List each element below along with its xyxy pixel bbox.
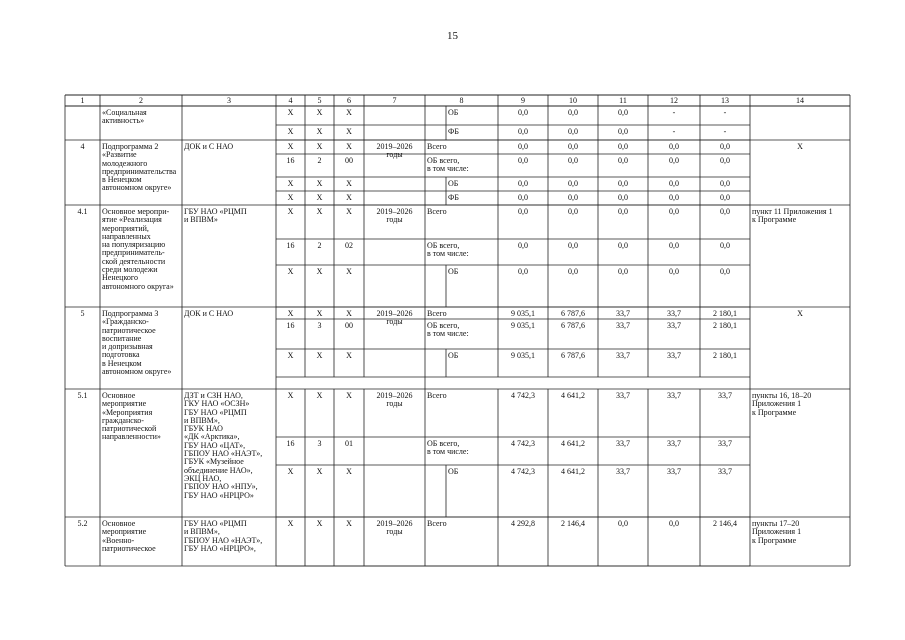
funding-source: Всего [427,309,447,318]
code-cell: X [316,108,323,117]
code-cell: X [287,267,294,276]
program-name: «Социальная активность» [102,108,147,126]
code-cell: X [287,351,294,360]
executor-name: ДЗТ и СЗН НАО, ГКУ НАО «ОСЗН» ГБУ НАО «РЦМП и ВПВМ», ГБУК НАО «ДК «Арктика», ГБУ НАО «ЦАТ», ГБПОУ НАО «НАЭТ», ГБУК «Музейное объединение НАО», ЭКЦ НАО, ГБПОУ НАО «НПУ», ГБУ НАО «НРЦРО» [184,391,263,500]
amount-cell: 0,0 [669,519,679,528]
code-cell: X [346,108,352,117]
funding-source: ФБ [448,127,459,136]
amount-cell: 0,0 [669,241,679,250]
funding-source: ОБ [448,179,459,188]
amount-cell: - [723,108,727,117]
note: пункты 17–20 Приложения 1 к Программе [752,519,802,545]
funding-source: ОБ [448,108,459,117]
code-cell: X [346,309,352,318]
code-cell: X [316,519,323,528]
column-header: 6 [347,96,351,105]
amount-cell: 0,0 [720,241,730,250]
amount-cell: 0,0 [518,207,528,216]
code-cell: X [287,467,294,476]
amount-cell: 0,0 [669,267,679,276]
column-header: 8 [459,96,464,105]
amount-cell: 0,0 [568,142,578,151]
funding-source: ОБ всего, в том числе: [427,321,469,339]
amount-cell: 33,7 [667,467,681,476]
amount-cell: - [672,127,676,136]
amount-cell: 0,0 [518,179,528,188]
code-cell: X [316,351,323,360]
code-cell: X [287,391,294,400]
amount-cell: 0,0 [568,156,578,165]
amount-cell: 6 787,6 [561,309,585,318]
amount-cell: 33,7 [616,351,630,360]
code-cell: X [287,309,294,318]
code-cell: X [287,108,294,117]
period: 2019–2026 годы [376,207,413,225]
amount-cell: 0,0 [720,267,730,276]
code-cell: X [316,467,323,476]
amount-cell: 33,7 [616,321,630,330]
amount-cell: 0,0 [669,156,679,165]
code-cell: X [346,467,352,476]
amount-cell: 2 180,1 [713,351,737,360]
note: пункт 11 Приложения 1 к Программе [752,207,833,225]
amount-cell: 9 035,1 [511,321,535,330]
code-cell: X [287,193,294,202]
funding-source: ОБ всего, в том числе: [427,241,469,259]
amount-cell: 0,0 [518,193,528,202]
period: 2019–2026 годы [376,391,413,409]
amount-cell: 0,0 [720,142,730,151]
amount-cell: 0,0 [720,179,730,188]
amount-cell: 33,7 [667,351,681,360]
amount-cell: 33,7 [667,309,681,318]
code-cell: X [316,267,323,276]
code-cell: 2 [317,156,322,165]
funding-source: Всего [427,142,447,151]
code-cell: X [346,519,352,528]
amount-cell: 6 787,6 [561,351,585,360]
amount-cell: 0,0 [568,193,578,202]
note: пункты 16, 18–20 Приложения 1 к Программе [752,391,812,417]
amount-cell: 0,0 [618,207,628,216]
amount-cell: 0,0 [518,241,528,250]
note: X [797,142,803,151]
program-name: Основное мероприятие «Мероприятия гражданско- патриотической направленности» [102,391,161,442]
funding-source: ОБ [448,267,459,276]
code-cell: 3 [317,439,322,448]
amount-cell: 33,7 [667,321,681,330]
funding-source: Всего [427,519,447,528]
amount-cell: 4 292,8 [511,519,535,528]
column-header: 12 [670,96,678,105]
code-cell: X [287,179,294,188]
amount-cell: 0,0 [618,108,628,117]
period: 2019–2026 годы [376,142,413,160]
code-cell: X [346,142,352,151]
column-header: 2 [139,96,143,105]
code-cell: 16 [286,439,295,448]
amount-cell: 0,0 [568,127,578,136]
code-cell: 01 [345,439,353,448]
amount-cell: 33,7 [718,467,732,476]
column-header: 13 [721,96,729,105]
column-header: 4 [288,96,293,105]
amount-cell: 2 180,1 [713,321,737,330]
code-cell: 2 [317,241,322,250]
executor-name: ДОК и С НАО [184,309,234,318]
amount-cell: 0,0 [669,193,679,202]
amount-cell: 9 035,1 [511,309,535,318]
amount-cell: 6 787,6 [561,321,585,330]
amount-cell: 0,0 [669,207,679,216]
code-cell: X [346,193,352,202]
amount-cell: 0,0 [618,156,628,165]
program-name: Подпрограмма 3 «Гражданско- патриотическое воспитание и допризывная подготовка в Ненецком автономном округе» [102,309,172,377]
amount-cell: 0,0 [618,127,628,136]
program-name: Основное мероприятие «Военно- патриотическое [102,519,156,553]
code-cell: X [287,519,294,528]
program-name: Подпрограмма 2 «Развитие молодежного предпринимательства в Ненецком автономном округе» [102,142,177,193]
row-number: 5.2 [77,519,88,528]
amount-cell: - [672,108,676,117]
amount-cell: 0,0 [518,267,528,276]
amount-cell: 0,0 [518,127,528,136]
column-header: 5 [317,96,322,105]
amount-cell: 0,0 [669,142,679,151]
amount-cell: 33,7 [718,391,732,400]
code-cell: X [287,142,294,151]
column-header: 11 [619,96,627,105]
funding-source: Всего [427,391,447,400]
executor-name: ГБУ НАО «РЦМП и ВПВМ» [184,207,247,225]
code-cell: 02 [345,241,353,250]
amount-cell: 0,0 [618,142,628,151]
amount-cell: 33,7 [616,439,630,448]
amount-cell: 0,0 [568,179,578,188]
code-cell: X [316,142,323,151]
column-header: 10 [569,96,577,105]
code-cell: X [287,127,294,136]
page-number: 15 [447,30,458,42]
amount-cell: 4 742,3 [511,467,535,476]
code-cell: 16 [286,321,295,330]
column-header: 1 [80,96,85,105]
amount-cell: 33,7 [616,467,630,476]
amount-cell: 0,0 [618,193,628,202]
code-cell: 16 [286,156,295,165]
code-cell: X [316,391,323,400]
code-cell: 00 [345,156,353,165]
amount-cell: 0,0 [669,179,679,188]
code-cell: X [287,207,294,216]
code-cell: X [346,207,352,216]
code-cell: X [316,193,323,202]
code-cell: X [346,267,352,276]
amount-cell: 0,0 [518,142,528,151]
amount-cell: 0,0 [518,108,528,117]
amount-cell: 0,0 [720,193,730,202]
row-number: 4 [80,142,85,151]
executor-name: ГБУ НАО «РЦМП и ВПВМ», ГБПОУ НАО «НАЭТ», ГБУ НАО «НРЦРО», [184,519,263,553]
amount-cell: 0,0 [568,241,578,250]
amount-cell: 0,0 [618,267,628,276]
amount-cell: 0,0 [568,267,578,276]
row-number: 5 [80,309,85,318]
column-header: 9 [521,96,525,105]
code-cell: X [346,127,352,136]
amount-cell: 9 035,1 [511,351,535,360]
program-name: Основное меропри- ятие «Реализация мероприятий, направленных на популяризацию предприниматель- ской деятельности среди молодежи Ненецкого автономного округа» [102,207,174,291]
amount-cell: 0,0 [618,241,628,250]
amount-cell: 33,7 [616,309,630,318]
funding-source: ОБ всего, в том числе: [427,439,469,457]
funding-source: ОБ [448,351,459,360]
code-cell: X [316,127,323,136]
row-number: 4.1 [77,207,88,216]
period: 2019–2026 годы [376,519,413,537]
code-cell: X [316,309,323,318]
amount-cell: 4 742,3 [511,391,535,400]
amount-cell: 2 146,4 [561,519,585,528]
amount-cell: 0,0 [720,156,730,165]
amount-cell: 4 742,3 [511,439,535,448]
period: 2019–2026 годы [376,309,413,327]
code-cell: 00 [345,321,353,330]
amount-cell: 0,0 [568,207,578,216]
amount-cell: - [723,127,727,136]
code-cell: X [316,179,323,188]
funding-source: ФБ [448,193,459,202]
funding-source: ОБ всего, в том числе: [427,156,469,174]
column-header: 7 [392,96,397,105]
amount-cell: 4 641,2 [561,391,585,400]
amount-cell: 0,0 [720,207,730,216]
amount-cell: 33,7 [667,391,681,400]
code-cell: 3 [317,321,322,330]
code-cell: X [316,207,323,216]
executor-name: ДОК и С НАО [184,142,234,151]
note: X [797,309,803,318]
column-header: 14 [796,96,804,105]
amount-cell: 0,0 [518,156,528,165]
code-cell: X [346,351,352,360]
code-cell: 16 [286,241,295,250]
amount-cell: 0,0 [568,108,578,117]
amount-cell: 4 641,2 [561,439,585,448]
amount-cell: 4 641,2 [561,467,585,476]
amount-cell: 33,7 [718,439,732,448]
amount-cell: 33,7 [616,391,630,400]
funding-source: Всего [427,207,447,216]
row-number: 5.1 [77,391,88,400]
amount-cell: 2 180,1 [713,309,737,318]
column-header: 3 [227,96,231,105]
code-cell: X [346,391,352,400]
amount-cell: 33,7 [667,439,681,448]
amount-cell: 0,0 [618,519,628,528]
amount-cell: 2 146,4 [713,519,737,528]
funding-source: ОБ [448,467,459,476]
amount-cell: 0,0 [618,179,628,188]
code-cell: X [346,179,352,188]
